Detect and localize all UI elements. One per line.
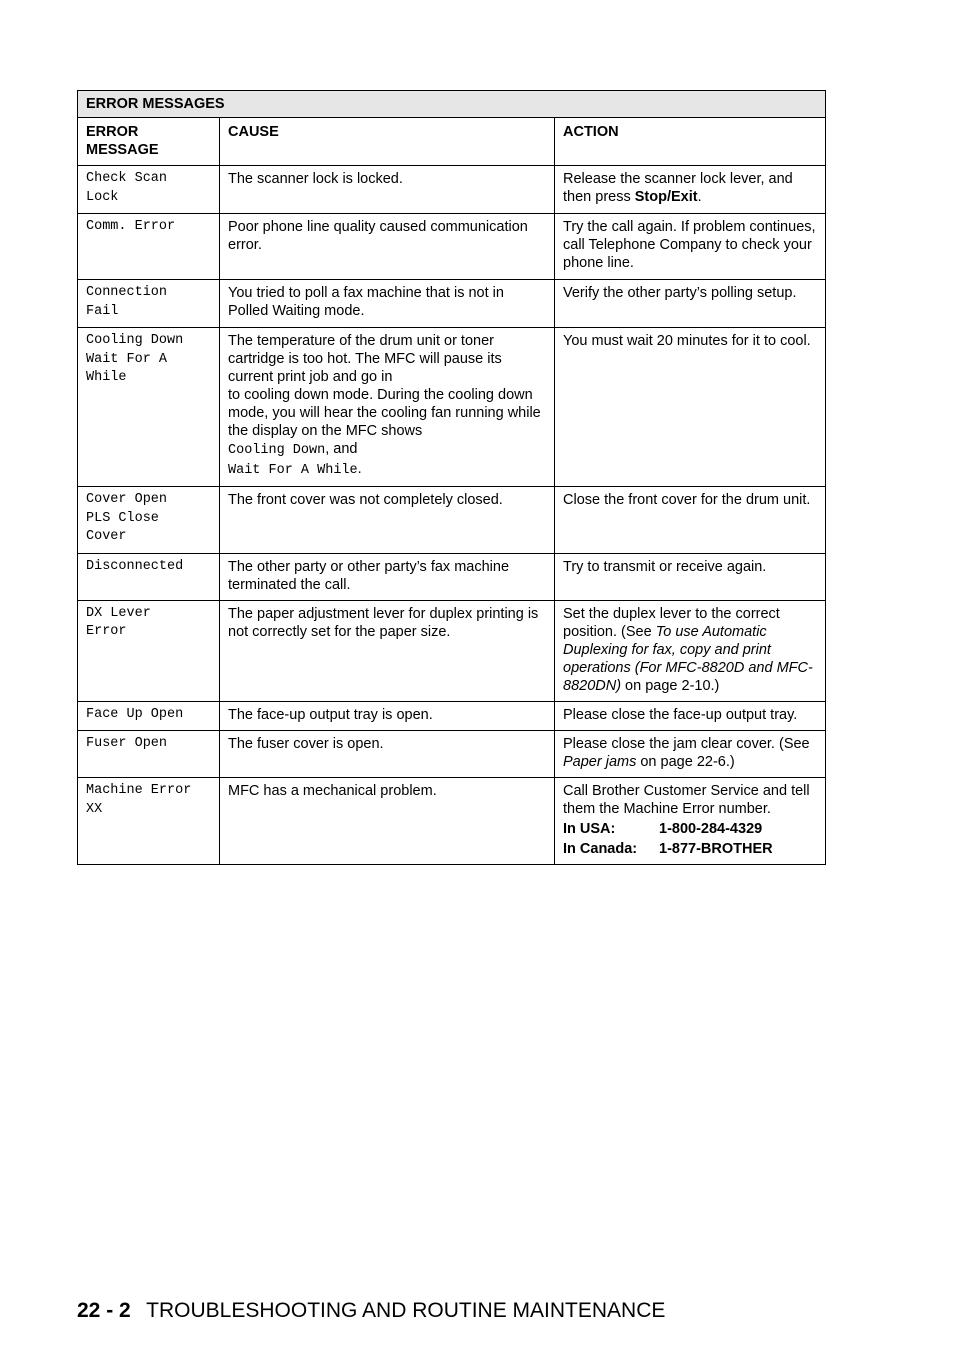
header-cause: CAUSE: [220, 118, 555, 166]
cause-cell: Poor phone line quality caused communication error.: [220, 214, 555, 280]
table-row: [78, 214, 826, 280]
cause-cell: The front cover was not completely closed.: [220, 487, 555, 554]
table-row: [78, 778, 826, 865]
cause-cell: The paper adjustment lever for duplex printing is not correctly set for the paper size.: [220, 600, 555, 701]
action-cell: Set the duplex lever to the correct position. (See To use Automatic Duplexing for fax, copy and print operations (For MFC-8820D and MFC-8820DN) on page 2-10.): [555, 600, 826, 701]
usa-contact: In USA: 1-800-284-4329: [563, 821, 763, 837]
action-cell: Close the front cover for the drum unit.: [555, 487, 826, 554]
table-row: [78, 600, 826, 701]
table-header-row: [78, 118, 826, 166]
table-row: [78, 280, 826, 328]
error-message-cell: Disconnected: [78, 553, 220, 600]
action-cell: You must wait 20 minutes for it to cool.: [555, 328, 826, 487]
action-cell: Release the scanner lock lever, and then press Stop/Exit.: [555, 166, 826, 214]
cause-cell: MFC has a mechanical problem.: [220, 778, 555, 865]
action-cell: Verify the other party’s polling setup.: [555, 280, 826, 328]
table-row: [78, 487, 826, 554]
error-message-cell: Machine Error XX: [78, 778, 220, 865]
table-row: [78, 166, 826, 214]
cause-cell: The temperature of the drum unit or toner cartridge is too hot. The MFC will pause its current print job and go in to cooling down mode. During the cooling down mode, you will hear the cooling fan running while the display on the MFC shows Cooling Down, and Wait For A While.: [220, 328, 555, 487]
cause-cell: The other party or other party’s fax machine terminated the call.: [220, 553, 555, 600]
chapter-title: TROUBLESHOOTING AND ROUTINE MAINTENANCE: [146, 1299, 666, 1322]
error-message-cell: Cover Open PLS Close Cover: [78, 487, 220, 554]
page-number: 22 - 2: [77, 1299, 131, 1322]
table-title: ERROR MESSAGES: [78, 91, 826, 118]
error-message-cell: Cooling Down Wait For A While: [78, 328, 220, 487]
error-message-cell: Face Up Open: [78, 701, 220, 731]
action-cell: Try the call again. If problem continues, call Telephone Company to check your phone line.: [555, 214, 826, 280]
action-cell: Try to transmit or receive again.: [555, 553, 826, 600]
cause-cell: The scanner lock is locked.: [220, 166, 555, 214]
error-message-cell: DX Lever Error: [78, 600, 220, 701]
header-action: ACTION: [555, 118, 826, 166]
error-messages-table: [77, 90, 826, 865]
cause-cell: The fuser cover is open.: [220, 731, 555, 778]
error-message-cell: Comm. Error: [78, 214, 220, 280]
cause-cell: You tried to poll a fax machine that is not in Polled Waiting mode.: [220, 280, 555, 328]
header-error-message: ERROR MESSAGE: [78, 118, 220, 166]
table-row: [78, 328, 826, 487]
cross-reference-link: To use Automatic Duplexing for fax, copy and print operations (For MFC-8820D and MFC-8820DN): [563, 623, 813, 694]
error-message-cell: Fuser Open: [78, 731, 220, 778]
cross-reference-link: Paper jams: [563, 754, 637, 770]
canada-contact: In Canada: 1-877-BROTHER: [563, 841, 773, 857]
action-cell: Call Brother Customer Service and tell them the Machine Error number. In USA: 1-800-284-4329 In Canada: 1-877-BROTHER: [555, 778, 826, 865]
error-message-cell: Check Scan Lock: [78, 166, 220, 214]
table-row: [78, 553, 826, 600]
action-cell: Please close the jam clear cover. (See Paper jams on page 22-6.): [555, 731, 826, 778]
table-row: [78, 731, 826, 778]
action-cell: Please close the face-up output tray.: [555, 701, 826, 731]
page-footer: [77, 1299, 665, 1323]
cause-cell: The face-up output tray is open.: [220, 701, 555, 731]
table-row: [78, 701, 826, 731]
error-message-cell: Connection Fail: [78, 280, 220, 328]
